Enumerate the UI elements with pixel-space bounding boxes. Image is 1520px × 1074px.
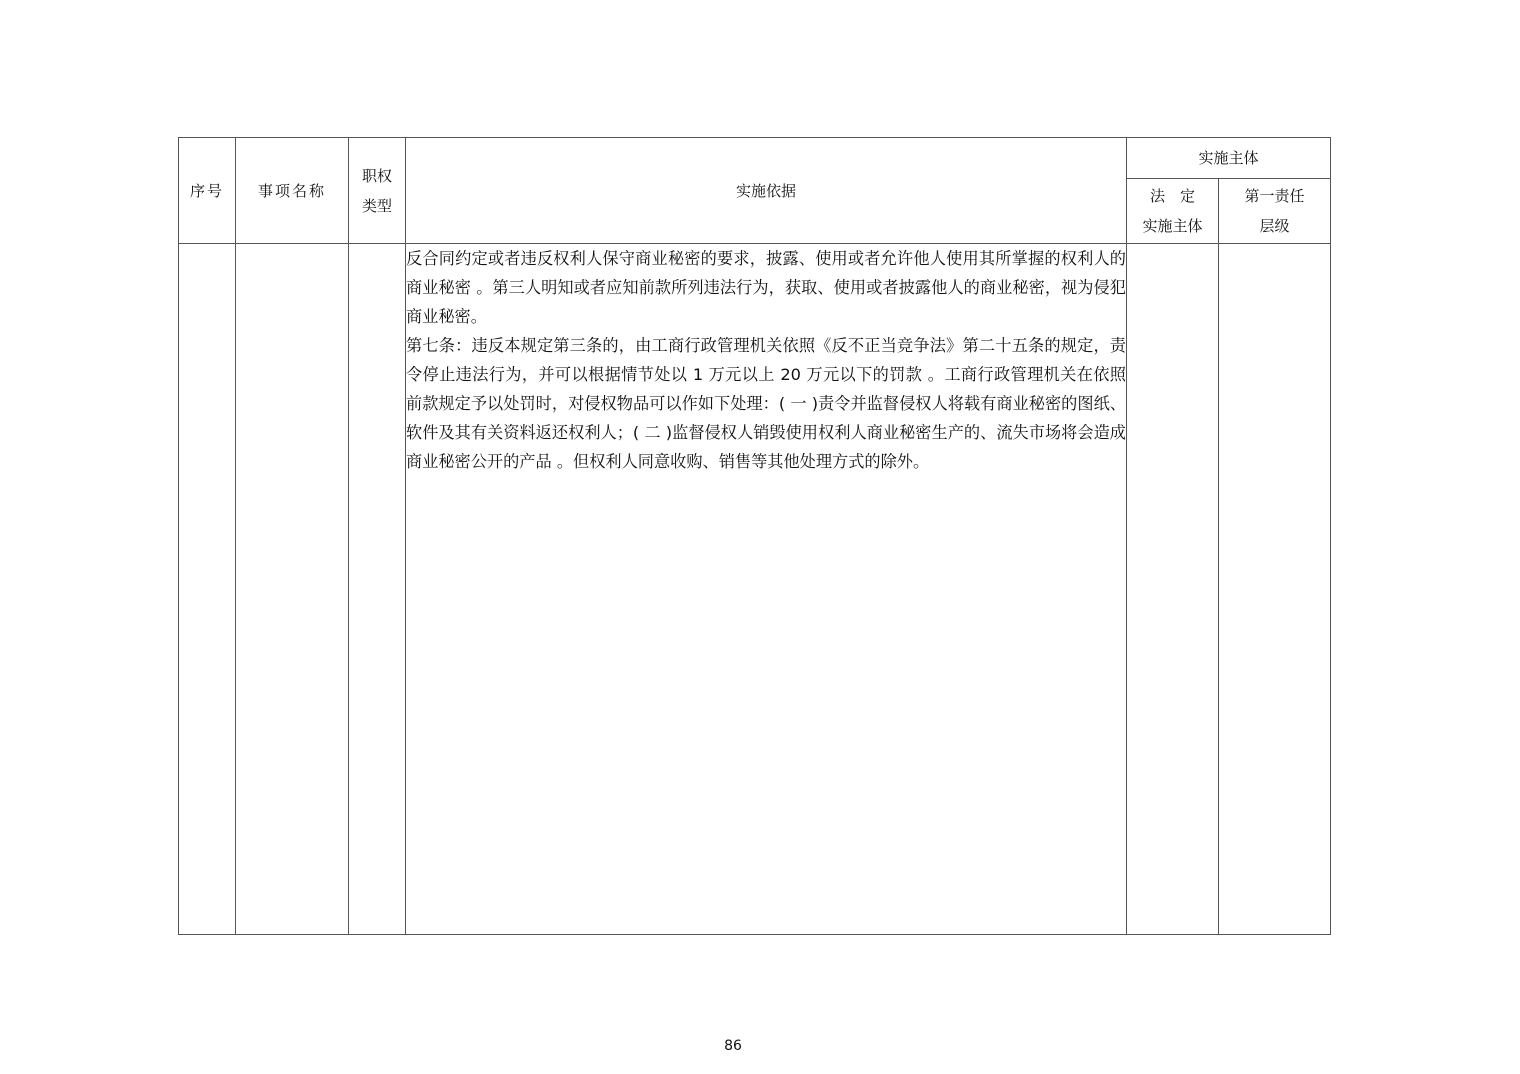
header-first-level-line2: 层级	[1259, 217, 1290, 235]
header-first-level	[1219, 179, 1331, 244]
header-legal-subject-line1: 法 定	[1149, 187, 1195, 205]
header-first-level-line1: 第一责任	[1244, 187, 1305, 205]
page-number: 86	[724, 1038, 742, 1054]
header-power-type	[349, 138, 406, 244]
table-row	[179, 244, 1331, 935]
cell-first-level	[1219, 244, 1331, 935]
table-header-row	[179, 138, 1331, 179]
header-seq: 序号	[179, 138, 236, 244]
header-power-type-line2: 类型	[361, 196, 392, 215]
header-legal-subject-line2: 实施主体	[1142, 217, 1203, 235]
header-subject: 实施主体	[1127, 138, 1331, 179]
cell-basis	[406, 244, 1127, 935]
basis-paragraph: 第七条：违反本规定第三条的，由工商行政管理机关依照《反不正当竞争法》第二十五条的规定，责令停止违法行为，并可以根据情节处以 1 万元以上 20 万元以下的罚款 。工商行政管理机关在依照前款规定予以处罚时，对侵权物品可以作如下处理：( 一 )责令并监督侵权人将载有商业秘密的图纸、软件及其有关资料返还权利人；( 二 )监督侵权人销毁使用权利人商业秘密生产的、流失市场将会造成商业秘密公开的产品 。但权利人同意收购、销售等其他处理方式的除外。	[406, 336, 1126, 471]
header-power-type-line1: 职权	[361, 166, 392, 185]
cell-seq	[179, 244, 236, 935]
cell-item-name	[236, 244, 349, 935]
cell-legal-subject	[1127, 244, 1219, 935]
authority-table	[178, 137, 1331, 935]
cell-power-type	[349, 244, 406, 935]
header-basis: 实施依据	[406, 138, 1127, 244]
header-legal-subject	[1127, 179, 1219, 244]
basis-paragraph: 反合同约定或者违反权利人保守商业秘密的要求，披露、使用或者允许他人使用其所掌握的权利人的商业秘密 。第三人明知或者应知前款所列违法行为，获取、使用或者披露他人的商业秘密，视为侵犯商业秘密。	[406, 249, 1126, 326]
header-item-name: 事项名称	[236, 138, 349, 244]
